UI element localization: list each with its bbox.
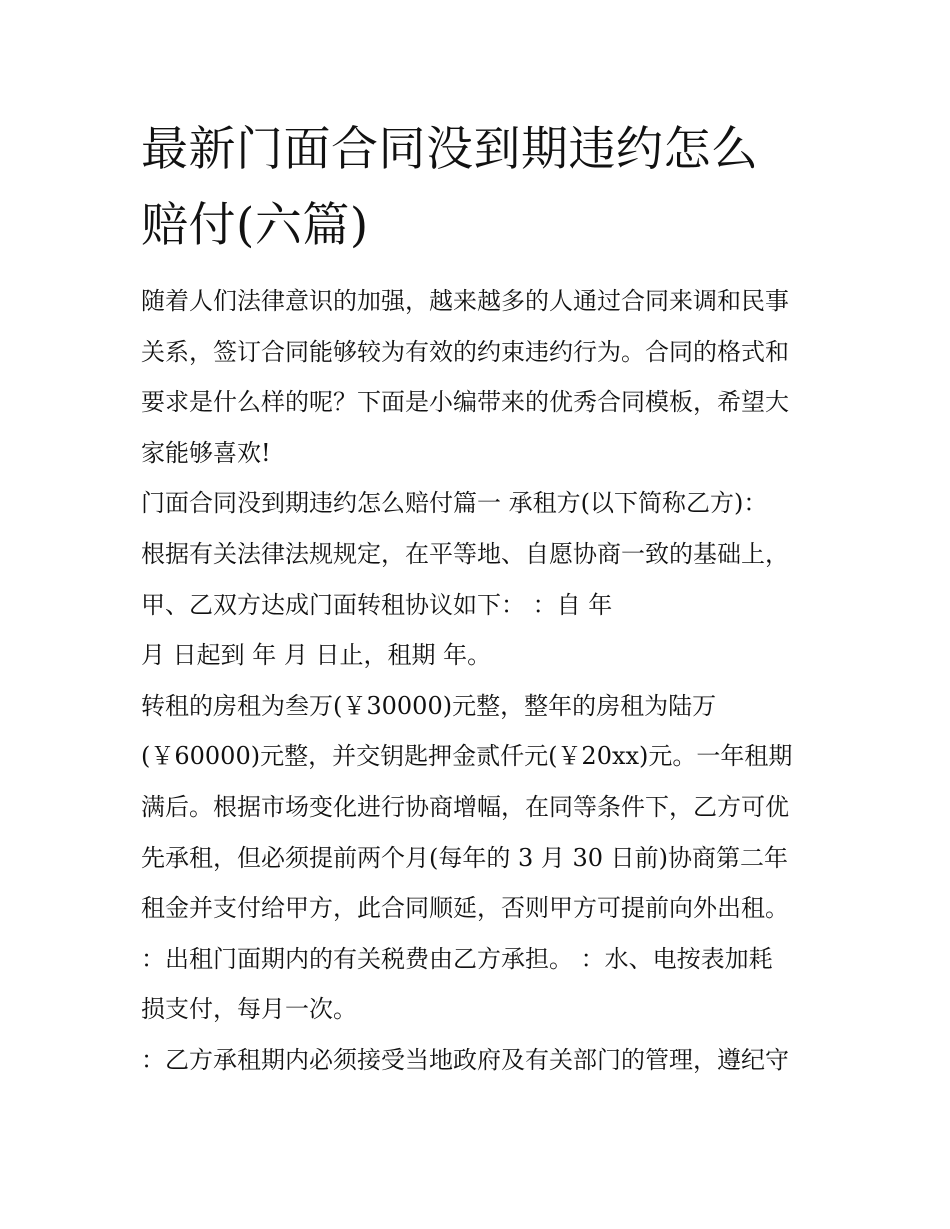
body-line: 甲、乙双方达成门面转租协议如下： ：自 年 xyxy=(141,590,613,619)
body-line: 要求是什么样的呢？下面是小编带来的优秀合同模板，希望大 xyxy=(141,388,789,417)
body-line: (￥60000)元整，并交钥匙押金贰仟元(￥20xx)元。一年租期 xyxy=(141,742,793,771)
body-line: ：出租门面期内的有关税费由乙方承担。 ：水、电按表加耗 xyxy=(141,944,773,973)
body-line: ：乙方承租期内必须接受当地政府及有关部门的管理，遵纪守 xyxy=(141,1045,789,1074)
body-line: 随着人们法律意识的加强，越来越多的人通过合同来调和民事 xyxy=(141,287,789,315)
body-line: 先承租，但必须提前两个月(每年的 3 月 30 日前)协商第二年 xyxy=(141,843,789,872)
document-body xyxy=(141,276,831,1086)
title-line: 最新门面合同没到期违约怎么 xyxy=(141,122,759,177)
body-line: 转租的房租为叁万(￥30000)元整，整年的房租为陆万 xyxy=(141,691,717,720)
body-line: 门面合同没到期违约怎么赔付篇一 承租方(以下简称乙方)： xyxy=(141,489,768,518)
body-line: 损支付，每月一次。 xyxy=(141,995,357,1024)
body-line: 租金并支付给甲方，此合同顺延，否则甲方可提前向外出租。 xyxy=(141,894,789,923)
document-title xyxy=(141,112,821,264)
body-line: 家能够喜欢! xyxy=(141,438,271,467)
body-line: 月 日起到 年 月 日止，租期 年。 xyxy=(141,641,492,670)
title-line: 赔付(六篇) xyxy=(141,198,369,253)
body-line: 根据有关法律法规规定，在平等地、自愿协商一致的基础上， xyxy=(141,539,789,568)
body-line: 满后。根据市场变化进行协商增幅，在同等条件下，乙方可优 xyxy=(141,792,789,821)
body-line: 关系，签订合同能够较为有效的约束违约行为。合同的格式和 xyxy=(141,337,789,366)
